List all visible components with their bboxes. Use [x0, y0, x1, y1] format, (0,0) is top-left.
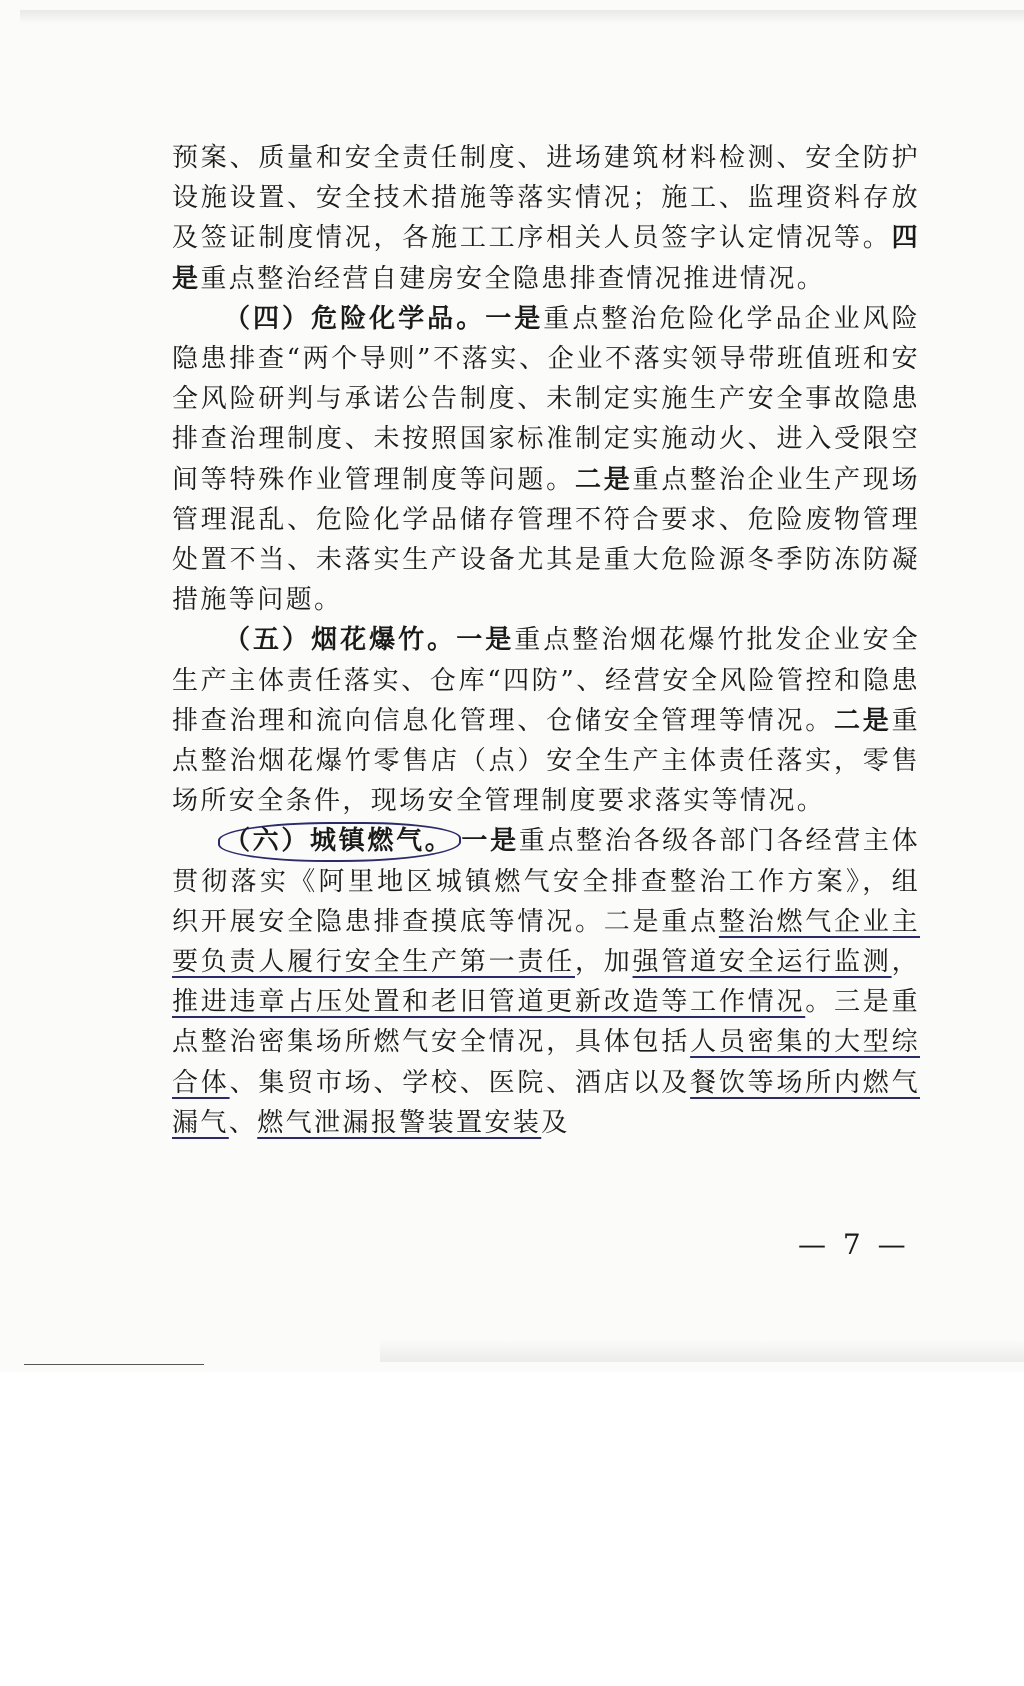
- text-run: 重点整治危险化学品企业风险隐患排查“两个导则”不落实、企业不落实领导带班值班和安全风险研判与承诺公告制度、未制定实施生产安全事故隐患排查治理制度、未按照国家标准制定实施动火、进入受限空间等特殊作业管理制度等问题。: [172, 303, 920, 495]
- bold-text: 二是: [574, 464, 633, 495]
- text-run: ，加: [574, 947, 633, 978]
- paragraph-3: [172, 821, 920, 1143]
- paragraph-1: [172, 299, 920, 621]
- underlined-text: 强管道安全运行监测: [632, 947, 892, 978]
- page-number: — 7 —: [798, 1228, 910, 1261]
- underlined-text: 燃气泄漏报警装置安装: [257, 1107, 542, 1138]
- bold-text: 一是: [485, 303, 544, 334]
- underlined-text: 整治燃气企业主要负责人履行安全生产第一责任: [172, 906, 920, 978]
- bold-text: （四）危险化学品。: [224, 303, 486, 334]
- paragraph-0: [172, 138, 920, 299]
- underlined-text: 推进违章占压处置和老旧管道更新改造等工作情况: [172, 987, 806, 1018]
- bold-text: 四是: [172, 223, 920, 294]
- circled-heading: （六）城镇燃气。: [218, 822, 461, 862]
- paragraph-2: [172, 620, 920, 821]
- text-run: 重点整治企业生产现场管理混乱、危险化学品储存管理不符合要求、危险废物管理处置不当、未落实生产设备尤其是重大危险源冬季防冻防凝措施等问题。: [172, 464, 920, 616]
- bold-text: 一是: [456, 625, 515, 656]
- bold-text: （五）烟花爆竹。: [224, 625, 457, 656]
- underlined-text: 餐饮等场所内燃气漏气: [172, 1067, 920, 1138]
- scan-edge-line: [24, 1364, 204, 1365]
- text-run: ，: [891, 947, 920, 978]
- text-run: 重点整治烟花爆竹批发企业安全生产主体责任落实、仓库“四防”、经营安全风险管控和隐患排查治理和流向信息化管理、仓储安全管理等情况。: [172, 625, 920, 736]
- bold-text: 二是: [834, 705, 892, 736]
- bold-text: 一是: [461, 826, 519, 857]
- text-run: 、: [228, 1107, 258, 1138]
- text-run: 及: [541, 1107, 570, 1138]
- text-run: 、集贸市场、学校、医院、酒店以及: [229, 1067, 691, 1098]
- text-run: 重点整治经营自建房安全隐患排查情况推进情况。: [200, 263, 826, 294]
- document-body: [172, 138, 920, 1143]
- text-run: 重点整治各级各部门各经营主体贯彻落实《阿里地区城镇燃气安全排查整治工作方案》，组织开展安全隐患排查摸底等情况。二是重点: [172, 826, 920, 937]
- scan-top-shadow: [20, 10, 1024, 24]
- underlined-text: 人员密集的大型综合体: [172, 1027, 920, 1098]
- scan-bottom-shadow: [380, 1340, 1024, 1362]
- text-run: 。三是重点整治密集场所燃气安全情况，具体包括: [172, 987, 920, 1058]
- text-run: 预案、质量和安全责任制度、进场建筑材料检测、安全防护设施设置、安全技术措施等落实情况；施工、监理资料存放及签证制度情况，各施工工序相关人员签字认定情况等。: [172, 143, 920, 254]
- text-run: 重点整治烟花爆竹零售店（点）安全生产主体责任落实，零售场所安全条件，现场安全管理制度要求落实等情况。: [172, 705, 920, 817]
